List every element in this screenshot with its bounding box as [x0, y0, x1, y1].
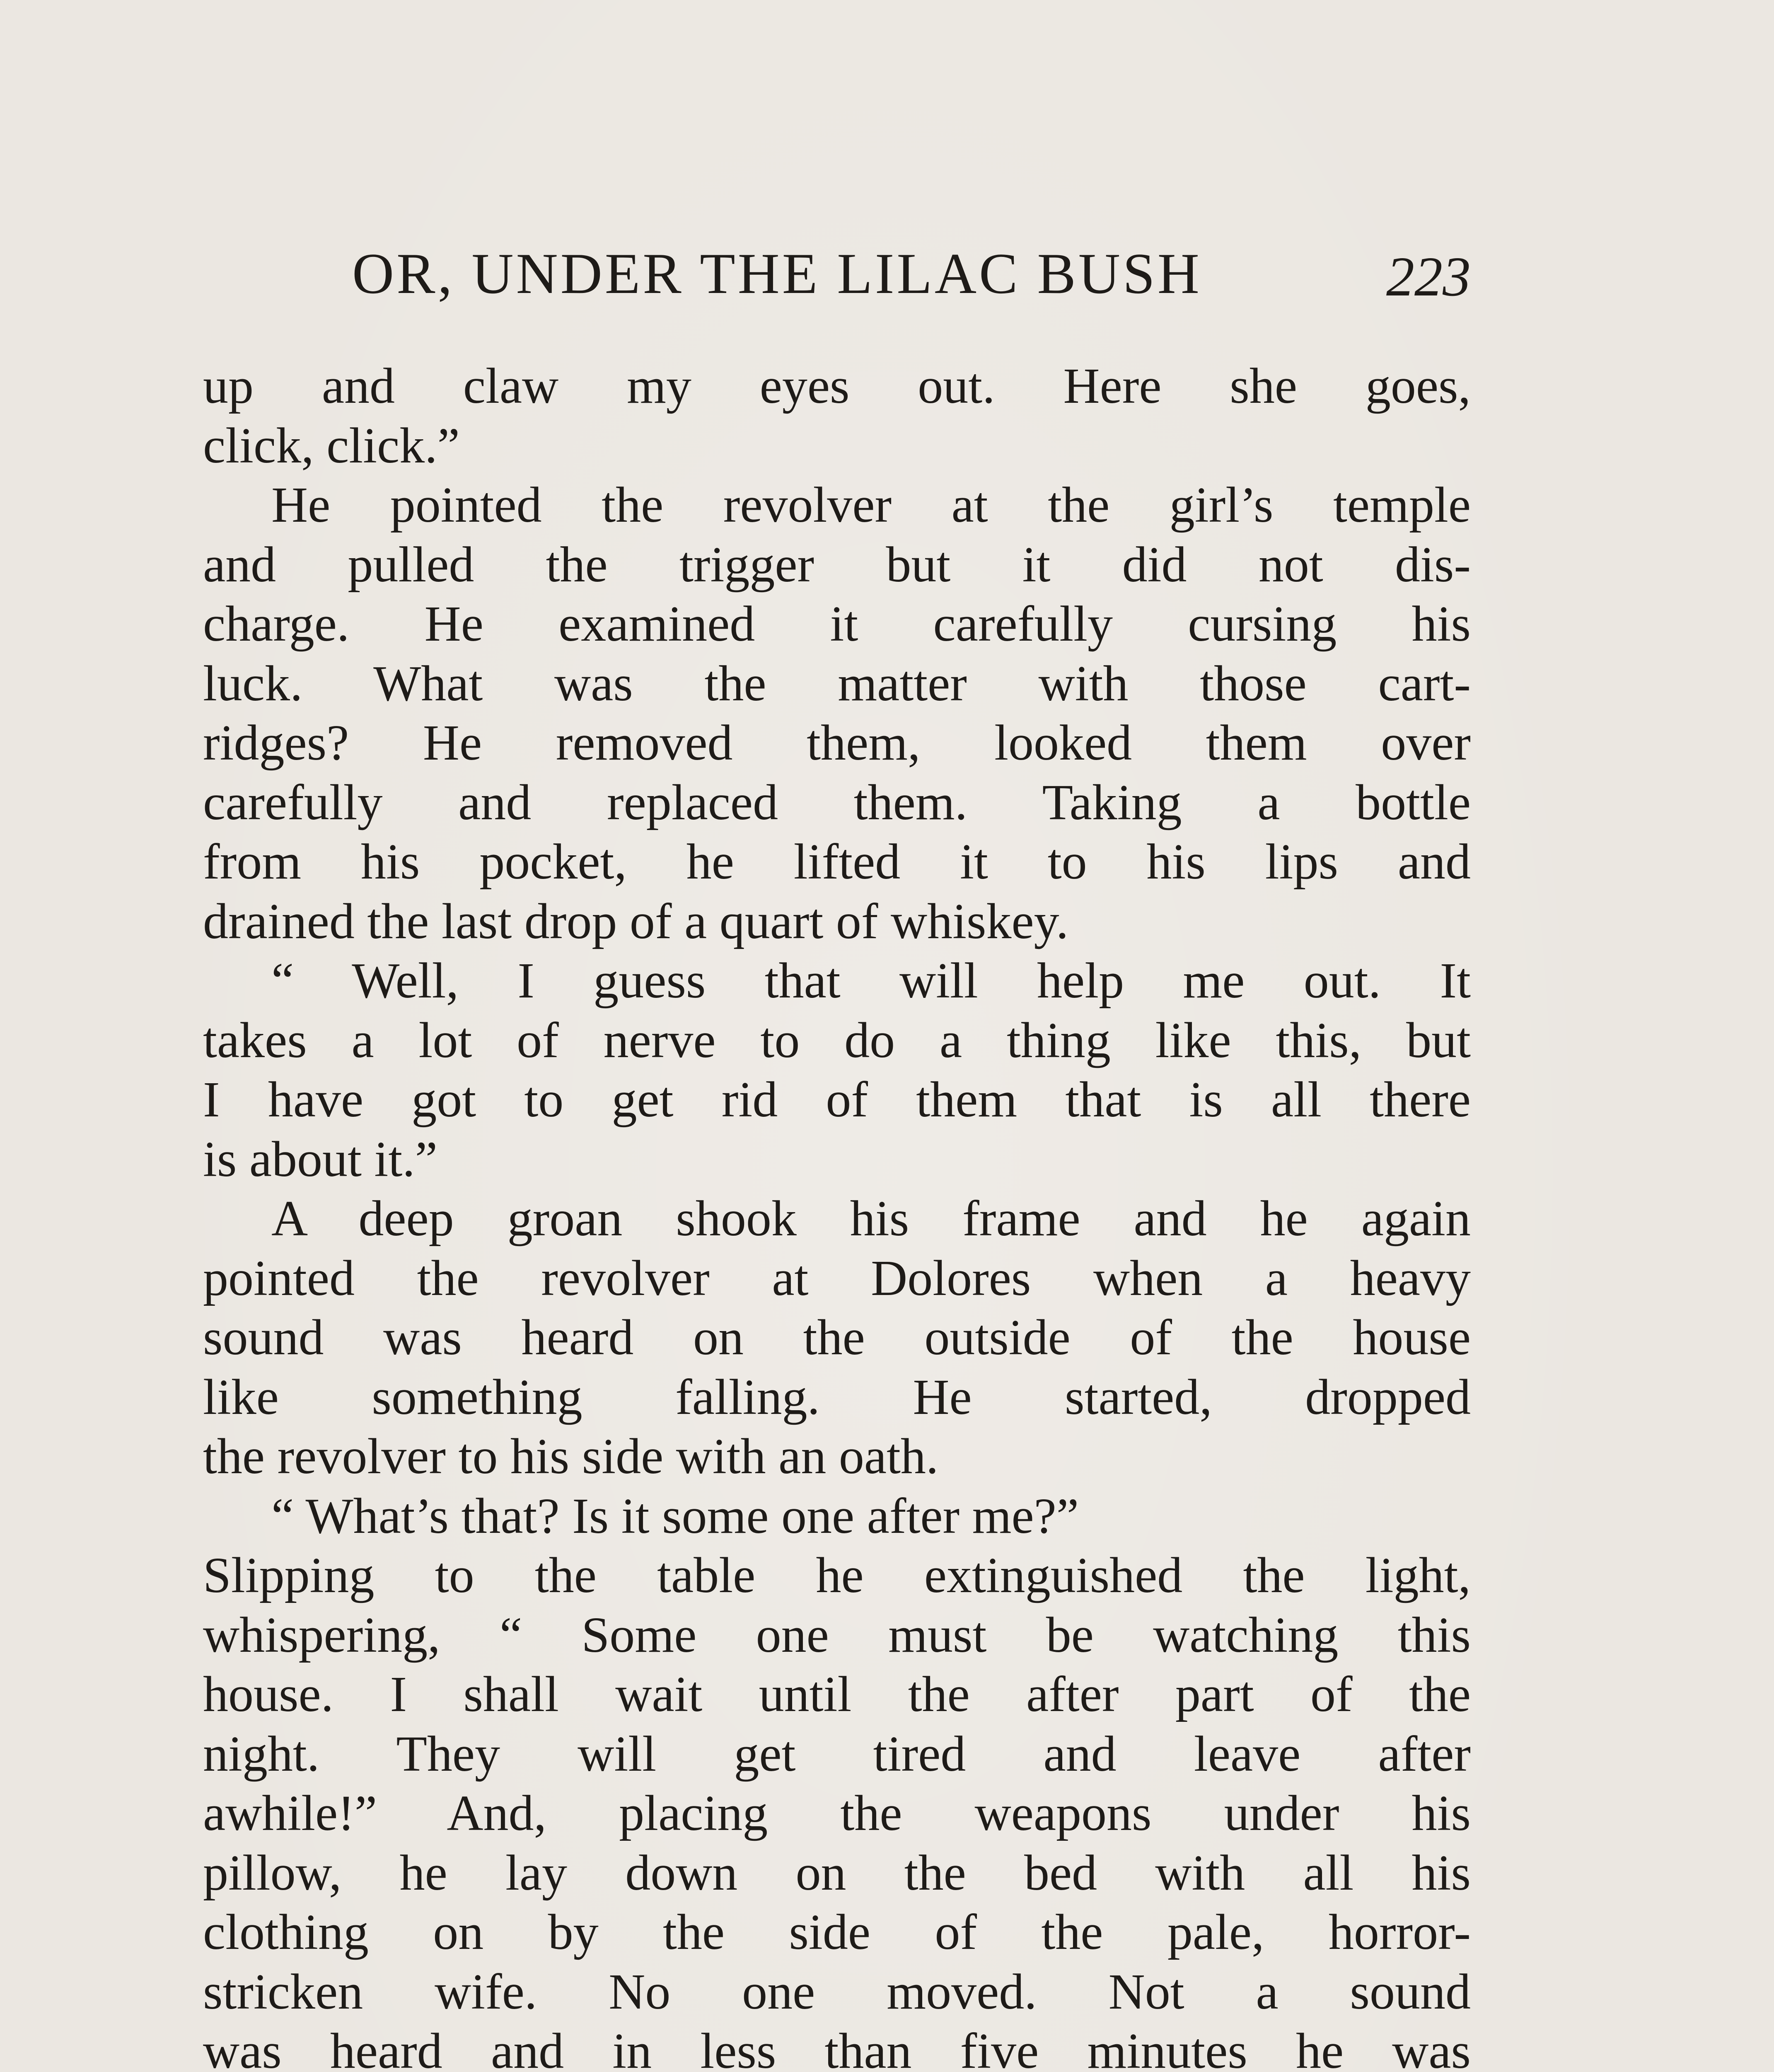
page-number: 223	[1386, 246, 1471, 308]
text-line: and pulled the trigger but it did not dis-	[203, 536, 1471, 593]
body-text	[203, 356, 1471, 2072]
running-title: OR, UNDER THE LILAC BUSH	[352, 242, 1202, 306]
text-line: was heard and in less than five minutes he was	[203, 2023, 1471, 2072]
text-line: whispering, “ Some one must be watching this	[203, 1607, 1471, 1663]
text-line: charge. He examined it carefully cursing his	[203, 596, 1471, 652]
text-line: He pointed the revolver at the girl’s temple	[271, 477, 1471, 533]
text-line: clothing on by the side of the pale, horror-	[203, 1904, 1471, 1960]
running-head	[352, 232, 1471, 315]
text-line: luck. What was the matter with those cart-	[203, 655, 1471, 712]
text-line: pillow, he lay down on the bed with all his	[203, 1844, 1471, 1901]
text-line: stricken wife. No one moved. Not a sound	[203, 1963, 1471, 2020]
text-line: awhile!” And, placing the weapons under his	[203, 1785, 1471, 1841]
text-line: is about it.”	[203, 1131, 437, 1187]
text-line: drained the last drop of a quart of whiskey.	[203, 893, 1069, 949]
text-line: takes a lot of nerve to do a thing like this, but	[203, 1012, 1471, 1068]
text-line: “ Well, I guess that will help me out. It	[271, 953, 1471, 1009]
text-line: pointed the revolver at Dolores when a heavy	[203, 1250, 1471, 1306]
text-line: click, click.”	[203, 417, 460, 474]
text-line: up and claw my eyes out. Here she goes,	[203, 358, 1471, 414]
text-line: like something falling. He started, dropped	[203, 1369, 1471, 1425]
text-line: night. They will get tired and leave after	[203, 1726, 1471, 1782]
text-line: “ What’s that? Is it some one after me?”	[271, 1488, 1079, 1544]
text-line: ridges? He removed them, looked them over	[203, 715, 1471, 771]
text-line: sound was heard on the outside of the house	[203, 1310, 1471, 1365]
text-line: A deep groan shook his frame and he again	[271, 1191, 1471, 1247]
text-line: from his pocket, he lifted it to his lips and	[203, 834, 1471, 890]
text-line: the revolver to his side with an oath.	[203, 1428, 939, 1484]
text-line: house. I shall wait until the after part of the	[203, 1666, 1471, 1722]
text-line: I have got to get rid of them that is all there	[203, 1072, 1471, 1128]
text-line: Slipping to the table he extinguished the light,	[203, 1547, 1471, 1603]
text-line: carefully and replaced them. Taking a bottle	[203, 774, 1471, 830]
